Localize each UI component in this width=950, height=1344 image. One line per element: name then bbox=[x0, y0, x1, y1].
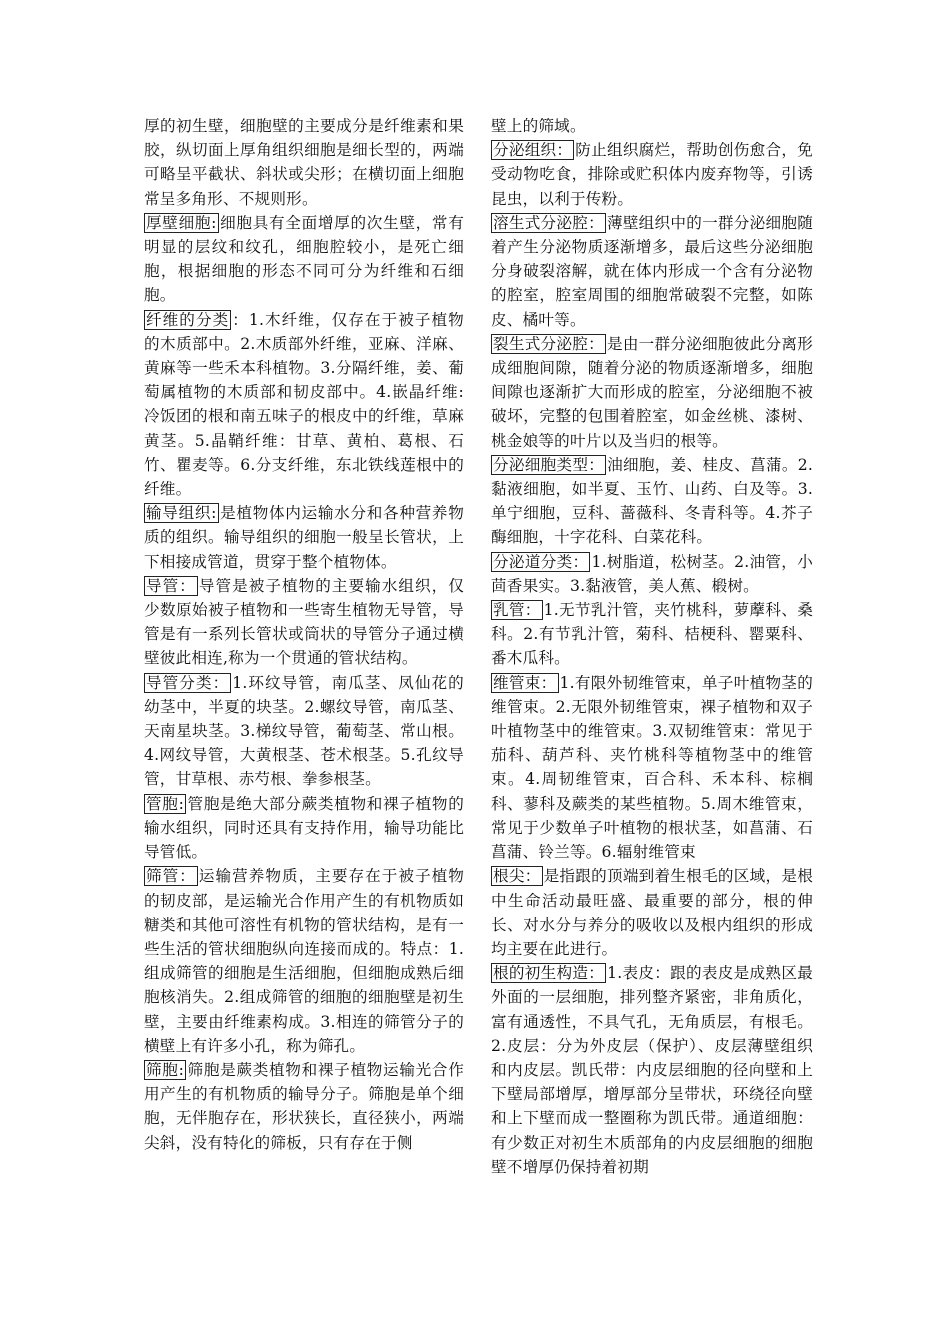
paragraph-text: 筛胞是蕨类植物和裸子植物运输光合作用产生的有机物质的输导分子。筛胞是单个细胞，无伴胞存在，形状狭长，直径狭小，两端尖斜，没有特化的筛板，只有存在于侧 bbox=[144, 1060, 464, 1152]
term-label: 输导组织: bbox=[146, 504, 217, 523]
paragraph-text: 导管是被子植物的主要输水组织，仅少数原始被子植物和一些寄生植物无导管，导管是有一系列长管状或筒状的导管分子通过横壁彼此相连,称为一个贯通的管状结构。 bbox=[144, 576, 464, 668]
paragraph bbox=[491, 138, 813, 211]
term-label: 厚壁细胞: bbox=[146, 213, 217, 232]
paragraph bbox=[491, 453, 813, 550]
term-label: 根尖： bbox=[493, 867, 541, 886]
term-label: 裂生式分泌腔： bbox=[493, 334, 604, 353]
paragraph-text: 运输营养物质，主要存在于被子植物的韧皮部，是运输光合作用产生的有机物质如糖类和其他可溶性有机物的管状结构，是有一些生活的管状细胞纵向连接而成的。特点：1.组成筛管的细胞是生活细胞，但细胞成熟后细胞核消失。2.组成筛管的细胞的细胞壁是初生壁，主要由纤维素构成。3.相连的筛管分子的横壁上有许多小孔，称为筛孔。 bbox=[144, 867, 464, 1055]
paragraph bbox=[144, 114, 464, 211]
paragraph-text: 1.环纹导管，南瓜茎、凤仙花的幼茎中，半夏的块茎。2.螺纹导管，南瓜茎、天南星块茎。3.梯纹导管，葡萄茎、常山根。4.网纹导管，大黄根茎、苍术根茎。5.孔纹导管，甘草根、赤芍根、拳参根茎。 bbox=[144, 673, 464, 789]
paragraph-text: ：1.木纤维，仅存在于被子植物的木质部中。2.木质部外纤维，亚麻、洋麻、黄麻等一些禾本科植物。3.分隔纤维，姜、葡萄属植物的木质部和韧皮部中。4.嵌晶纤维:冷饭团的根和南五味子的根皮中的纤维，草麻黄茎。5.晶鞘纤维：甘草、黄柏、葛根、石竹、瞿麦等。6.分支纤维，东北铁线莲根中的纤维。 bbox=[144, 310, 464, 499]
paragraph-text: 1.有限外韧维管束，单子叶植物茎的维管束。2.无限外韧维管束，裸子植物和双子叶植物茎中的维管束。3.双韧维管束：常见于茄科、葫芦科、夹竹桃科等植物茎中的维管束。4.周韧维管束，百合科、禾本科、棕榈科、蓼科及蕨类的某些植物。5.周木维管束，常见于少数单子叶植物的根状茎，如菖蒲、石菖蒲、铃兰等。6.辐射维管束 bbox=[491, 673, 813, 862]
paragraph bbox=[144, 308, 464, 502]
paragraph bbox=[491, 332, 813, 453]
paragraph-text: 防止组织腐烂，帮助创伤愈合，免受动物吃食，排除或贮积体内废弃物等，引诱昆虫，以利于传粉。 bbox=[491, 141, 813, 208]
term-label: 纤维的分类 bbox=[146, 310, 230, 329]
paragraph-text: 是指跟的顶端到着生根毛的区域，是根中生命活动最旺盛、最重要的部分，根的伸长、对水分与养分的吸收以及根内组织的形成均主要在此进行。 bbox=[491, 867, 813, 958]
paragraph-text: 管胞是绝大部分蕨类植物和裸子植物的输水组织，同时还具有支持作用，输导功能比导管低。 bbox=[144, 794, 464, 862]
paragraph bbox=[491, 211, 813, 332]
term-label: 筛胞: bbox=[146, 1060, 185, 1079]
term-label: 分泌组织： bbox=[493, 141, 573, 160]
paragraph-text: 油细胞，姜、桂皮、菖蒲。2.黏液细胞，如半夏、玉竹、山药、白及等。3.单宁细胞，豆科、蔷薇科、冬青科等。4.芥子酶细胞，十字花科、白菜花科。 bbox=[491, 455, 813, 547]
paragraph-text: 厚的初生壁，细胞壁的主要成分是纤维素和果胶，纵切面上厚角组织细胞是细长型的，两端可略呈平截状、斜状或尖形；在横切面上细胞常呈多角形、不规则形。 bbox=[144, 117, 464, 208]
right-column bbox=[491, 114, 813, 1179]
term-label: 管胞: bbox=[146, 794, 185, 813]
paragraph bbox=[144, 671, 464, 792]
term-label: 维管束： bbox=[493, 673, 557, 692]
paragraph-text: 1.表皮：跟的表皮是成熟区最外面的一层细胞，排列整齐紧密，非角质化，富有通透性，不具气孔，无角质层，有根毛。2.皮层：分为外皮层（保护）、皮层薄壁组织和内皮层。凯氏带：内皮层细胞的径向壁和上下壁局部增厚，增厚部分呈带状，环绕径向壁和上下壁而成一整圈称为凯氏带。通道细胞：有少数正对初生木质部角的内皮层细胞的细胞壁不增厚仍保持着初期 bbox=[491, 964, 813, 1176]
paragraph-text: 是植物体内运输水分和各种营养物质的组织。输导组织的细胞一般呈长管状，上下相接成管道，贯穿于整个植物体。 bbox=[144, 504, 464, 571]
paragraph bbox=[491, 961, 813, 1179]
term-label: 根的初生构造： bbox=[493, 964, 605, 983]
paragraph bbox=[144, 574, 464, 671]
term-label: 分泌细胞类型： bbox=[493, 455, 605, 474]
paragraph-text: 1.树脂道，松树茎。2.油管，小茴香果实。3.黏液管，美人蕉、椴树。 bbox=[491, 552, 813, 595]
term-label: 乳管： bbox=[493, 601, 541, 620]
paragraph-text: 是由一群分泌细胞彼此分离形成细胞间隙，随着分泌的物质逐渐增多，细胞间隙也逐渐扩大而形成的腔室，分泌细胞不被破坏，完整的包围着腔室，如金丝桃、漆树、桃金娘等的叶片以及当归的根等。 bbox=[491, 334, 813, 450]
paragraph bbox=[491, 114, 813, 138]
paragraph-text: 薄壁组织中的一群分泌细胞随着产生分泌物质逐渐增多，最后这些分泌细胞分身破裂溶解，就在体内形成一个含有分泌物的腔室，腔室周围的细胞常破裂不完整，如陈皮、橘叶等。 bbox=[491, 213, 813, 329]
paragraph-text: 细胞具有全面增厚的次生壁，常有明显的层纹和纹孔，细胞腔较小，是死亡细胞，根据细胞的形态不同可分为纤维和石细胞。 bbox=[144, 213, 464, 305]
paragraph bbox=[491, 550, 813, 598]
paragraph bbox=[144, 211, 464, 308]
paragraph bbox=[144, 864, 464, 1058]
term-label: 分泌道分类： bbox=[493, 552, 589, 571]
term-label: 导管分类： bbox=[146, 673, 230, 692]
paragraph bbox=[491, 864, 813, 961]
paragraph bbox=[144, 501, 464, 574]
paragraph bbox=[144, 1058, 464, 1155]
term-label: 筛管： bbox=[146, 867, 196, 886]
paragraph bbox=[491, 671, 813, 865]
paragraph-text: 1.无节乳汁管，夹竹桃科，萝藦科、桑科。2.有节乳汁管，菊科、桔梗科、罂粟科、番木瓜科。 bbox=[491, 601, 813, 668]
term-label: 溶生式分泌腔： bbox=[493, 213, 604, 232]
paragraph bbox=[491, 598, 813, 671]
left-column bbox=[144, 114, 464, 1155]
paragraph bbox=[144, 792, 464, 865]
term-label: 导管： bbox=[146, 576, 196, 595]
paragraph-text: 壁上的筛域。 bbox=[491, 117, 586, 135]
